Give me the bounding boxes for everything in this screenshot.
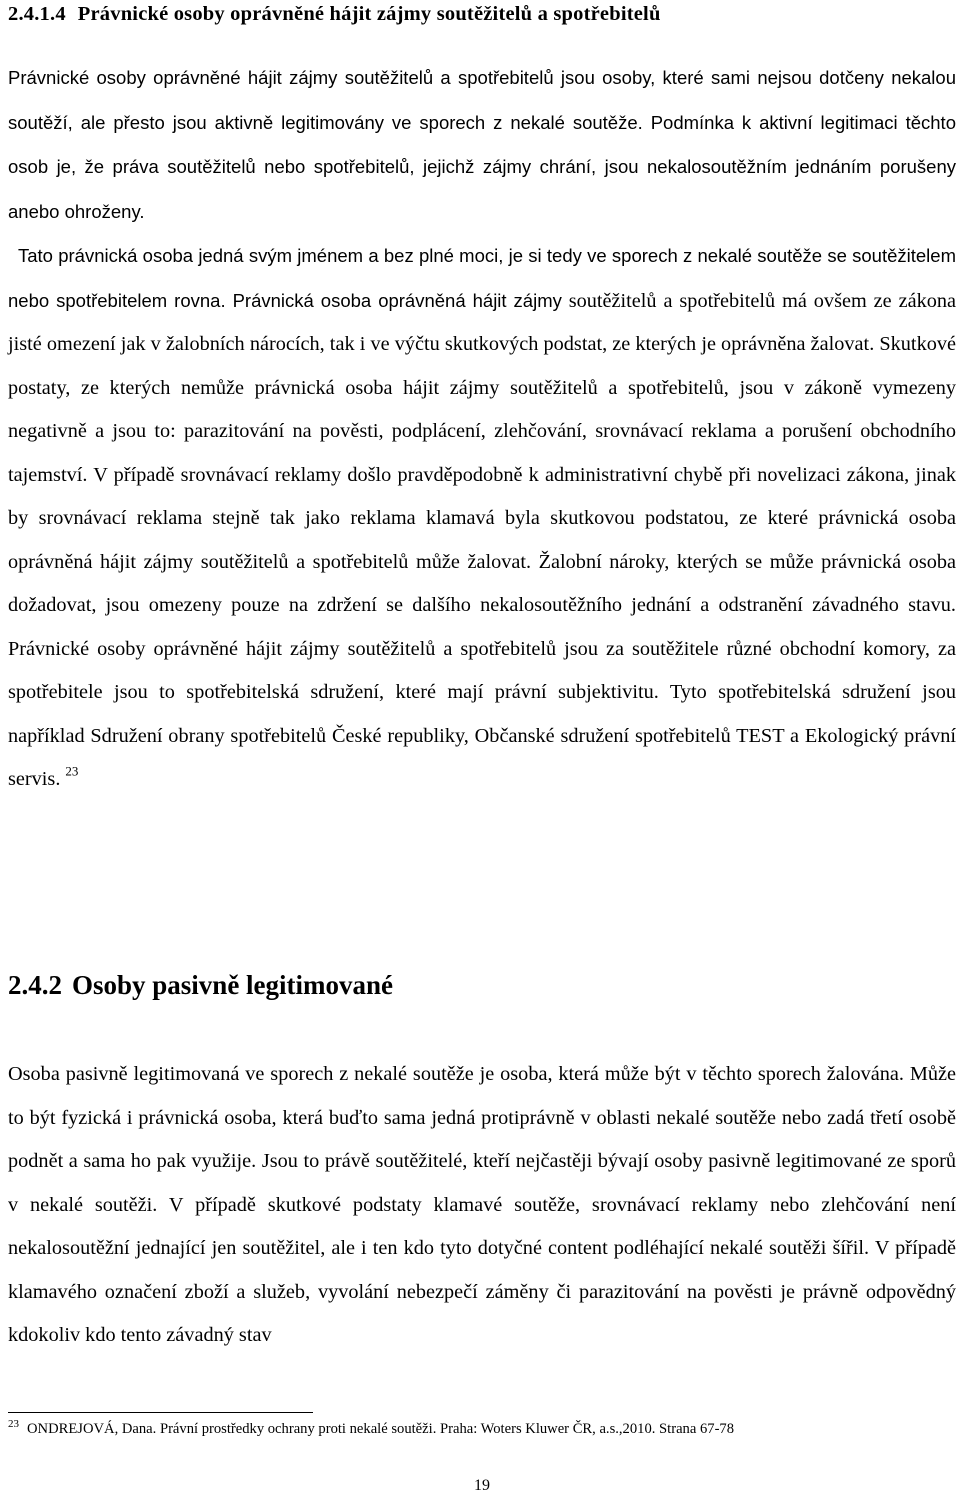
paragraph-serif-text: soutěžitelů a spotřebitelů má ovšem ze zákona jisté omezení jak v žalobních nárocích, tak i ve výčtu skutkových podstat, ze kterých je oprávněna žalovat. Skutkové postaty, ze kterých nemůže právnická osoba hájit zájmy soutěžitelů a spotřebitelů, jsou v zákoně vymezeny negativně a jsou to: parazitování na pověsti, podplácení, zlehčování, srovnávací reklama a porušení obchodního tajemství. V případě srovnávací reklamy došlo pravděpodobně k administrativní chybě při novelizaci zákona, jinak by srovnávací reklama stejně tak jako reklama klamavá byla skutkovou podstatou, ze které právnická osoba oprávněná hájit zájmy soutěžitelů a spotřebitelů může žalovat. Žalobní nároky, kterých se může právnická osoba dožadovat, jsou omezeny pouze na zdržení se dalšího nekalosoutěžního jednání a odstranění závadného stavu. Právnické osoby oprávněné hájit zájmy soutěžitelů a spotřebitelů jsou za soutěžitele různé obchodní komory, za spotřebitele jsou to spotřebitelská sdružení, které mají právní subjektivitu. Tyto spotřebitelská sdružení jsou například Sdružení obrany spotřebitelů České republiky, Občanské sdružení spotřebitelů TEST a Ekologický právní servis.: [8, 289, 957, 790]
footnote-number: 23: [8, 1417, 19, 1430]
section-number: 2.4.1.4: [8, 3, 66, 25]
footnote-reference[interactable]: 23: [65, 763, 79, 779]
footnote-separator: [8, 1412, 313, 1413]
section-number: 2.4.2: [8, 970, 62, 1000]
section-title: Právnické osoby oprávněné hájit zájmy soutěžitelů a spotřebitelů: [77, 3, 661, 25]
paragraph-text: Osoba pasivně legitimovaná ve sporech z nekalé soutěže je osoba, která může být v těchto sporech žalována. Může to být fyzická i právnická osoba, která buďto sama jedná protiprávně v oblasti nekalé soutěže nebo zadá třetí osobě podnět a sama ho pak využije. Jsou to právě soutěžitelé, kteří nejčastěji bývají osoby pasivně legitimované ze sporů v nekalé soutěži. V případě skutkové podstaty klamavé soutěže, srovnávací reklamy nebo zlehčování není nekalosoutěžní jednající jen soutěžitel, ale i ten kdo tyto dotyčné content podléhající nekalé soutěži šířil. V případě klamavého označení zboží a služeb, vyvolání nebezpečí záměny či parazitování na pověsti je právně odpovědný kdokoliv kdo tento závadný stav: [8, 1063, 956, 1346]
footnote-text: ONDREJOVÁ, Dana. Právní prostředky ochrany proti nekalé soutěži. Praha: Woters Kluwer ČR, a.s.,2010. Strana 67-78: [27, 1421, 735, 1437]
footnote: [8, 1418, 956, 1440]
paragraph-mixed-text: Tato právnická osoba jedná svým jménem a bez plné moci, je si tedy ve sporech z nekalé soutěže se soutěžitelem nebo spotřebitelem rovna. Právnická osoba oprávněná hájit zájmy: [8, 245, 956, 311]
section-heading-2-4-2: [8, 970, 393, 1001]
paragraph-active-legitimation: [8, 56, 956, 802]
paragraph-sans-text: Právnické osoby oprávněné hájit zájmy soutěžitelů a spotřebitelů jsou osoby, které sami nejsou dotčeny nekalou soutěží, ale přesto jsou aktivně legitimovány ve sporech z nekalé soutěže. Podmínka k aktivní legitimaci těchto osob je, že práva soutěžitelů nebo spotřebitelů, jejichž zájmy chrání, jsou nekalosoutěžním jednáním porušeny anebo ohroženy.: [8, 67, 956, 222]
page-number: 19: [474, 1477, 490, 1494]
section-heading-2-4-1-4: [8, 3, 661, 26]
paragraph-passive-legitimation: [8, 1053, 956, 1358]
section-title: Osoby pasivně legitimované: [72, 970, 394, 1000]
